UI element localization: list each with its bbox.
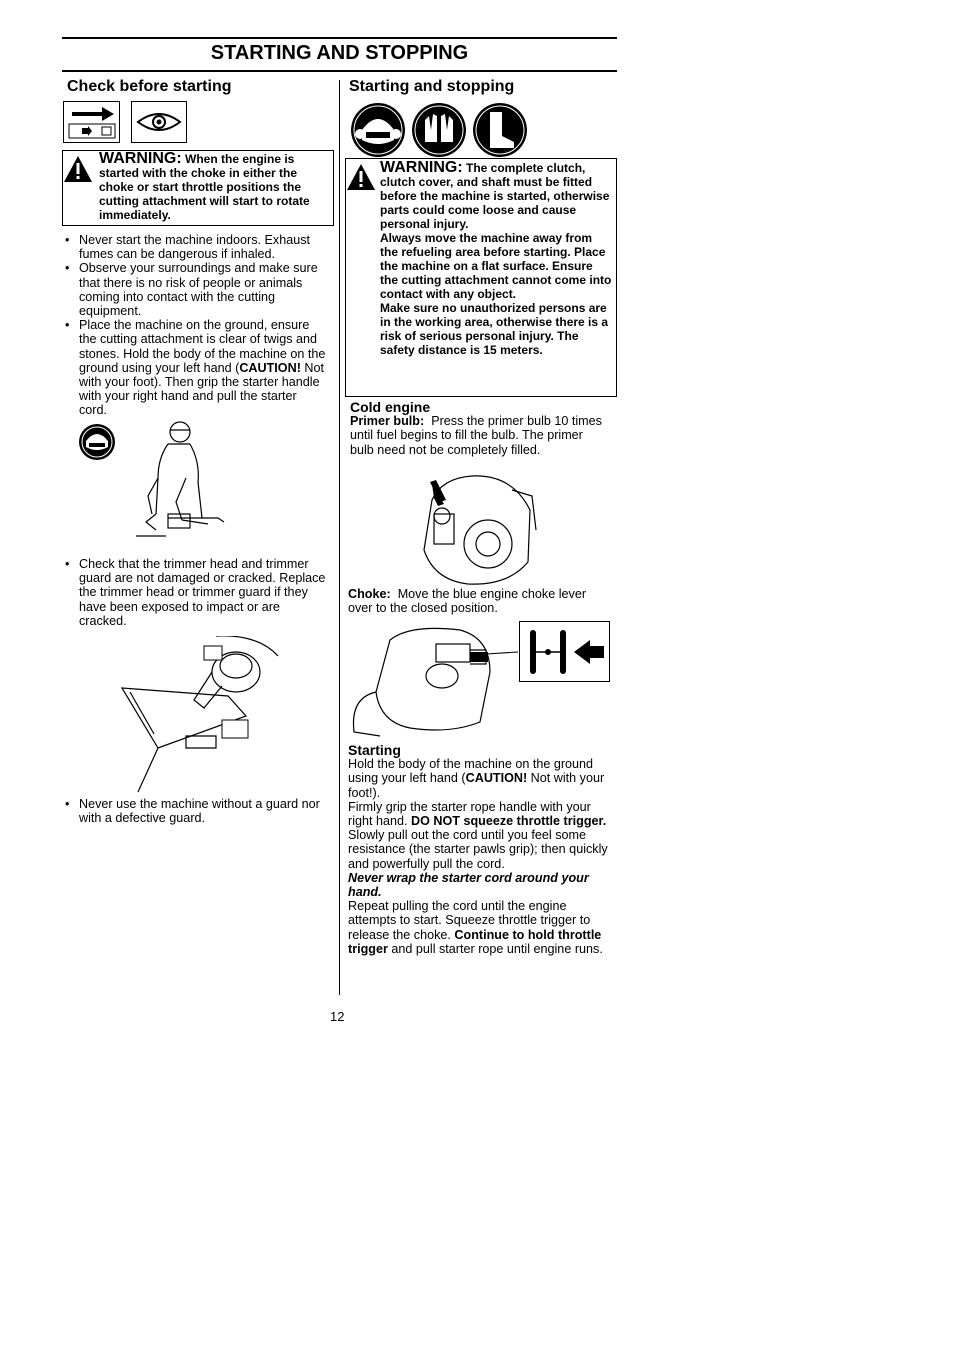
boots-icon <box>472 102 528 158</box>
throttle-warning-bold: DO NOT squeeze throttle trigger. <box>411 814 607 829</box>
page-title: STARTING AND STOPPING <box>210 42 469 64</box>
warning-triangle-icon <box>63 155 93 183</box>
primer-paragraph <box>350 414 606 457</box>
right-heading: Starting and stopping <box>349 78 515 95</box>
starting-text: Firmly grip the starter rope handle with your right hand. <box>348 799 591 829</box>
choke-label: Choke: <box>348 587 391 601</box>
person-starting-illustration <box>128 418 228 540</box>
never-wrap-warning: Never wrap the starter cord around your hand. <box>348 870 589 900</box>
primer-text: Press the primer bulb 10 times until fuel begins to fill the bulb. The primer bulb need not be completely filled. <box>350 414 602 457</box>
bullet-list-1 <box>62 233 328 418</box>
bullet-list-3 <box>62 797 328 825</box>
caution-bold: CAUTION! <box>465 771 528 786</box>
choke-symbol-icon <box>519 621 610 682</box>
engine-primer-illustration <box>412 470 540 590</box>
caution-bold: CAUTION! <box>239 360 301 375</box>
warning-word: WARNING: <box>380 159 463 176</box>
list-item-text: Not with your foot). Then grip the starter handle with your right hand and pull the starter cord. <box>79 360 324 418</box>
starting-paragraph-3 <box>348 871 610 899</box>
primer-label: Primer bulb: <box>350 414 425 429</box>
eye-icon <box>131 101 187 143</box>
warning-triangle-icon <box>346 163 376 191</box>
warning-text: Make sure no unauthorized persons are in the working area, otherwise there is a risk of serious personal injury. The safety distance is 15 meters. <box>380 301 609 357</box>
page-number: 12 <box>330 1009 345 1024</box>
cold-engine-heading: Cold engine <box>350 399 431 415</box>
bullet-list-2 <box>62 557 328 628</box>
continue-hold-bold: Continue to hold throttle trigger <box>348 927 602 956</box>
top-rule <box>62 37 617 39</box>
warning-box-left <box>62 150 334 226</box>
arrow-choke-icon <box>63 101 120 143</box>
choke-lever-illustration <box>350 622 518 740</box>
starting-paragraph-2 <box>348 800 610 871</box>
face-protection-icon <box>350 102 406 158</box>
starting-paragraph-1 <box>348 757 610 800</box>
trimmer-guard-illustration <box>118 636 304 794</box>
starting-text: Not with your foot!). <box>348 771 605 800</box>
face-protection-icon <box>78 423 116 461</box>
list-item: • Check that the trimmer head and trimmer guard are not damaged or cracked. Replace the trimmer head or trimmer guard if they have been exposed to impact or are cracked. <box>62 557 328 628</box>
cold-engine-section <box>350 400 606 457</box>
starting-paragraph-4 <box>348 899 610 956</box>
choke-text: Move the blue engine choke lever over to the closed position. <box>348 587 587 616</box>
starting-text: Repeat pulling the cord until the engine attempts to start. Squeeze throttle trigger to release the choke. <box>348 899 591 942</box>
warning-box-right <box>345 158 617 397</box>
starting-heading: Starting <box>348 742 401 758</box>
list-item: • Never use the machine without a guard nor with a defective guard. <box>62 797 328 825</box>
choke-paragraph <box>348 587 610 615</box>
starting-text: Hold the body of the machine on the ground using your left hand ( <box>348 757 594 786</box>
list-item: • Never start the machine indoors. Exhaust fumes can be dangerous if inhaled. <box>62 233 328 261</box>
gloves-icon <box>411 102 467 158</box>
list-item-text: Place the machine on the ground, ensure the cutting attachment is clear of twigs and stones. Hold the body of the machine on the ground using your left hand ( <box>79 318 326 375</box>
starting-section <box>348 743 610 956</box>
list-item: • Observe your surroundings and make sure that there is no risk of people or animals coming into contact with the cutting equipment. <box>62 261 328 318</box>
warning-text: The complete clutch, clutch cover, and shaft must be fitted before the machine is started, otherwise parts could come loose and cause personal injury. <box>380 161 610 231</box>
warning-word: WARNING: <box>99 150 182 167</box>
warning-text: When the engine is started with the choke in either the choke or start throttle positions the cutting attachment will start to rotate immediately. <box>99 152 310 222</box>
starting-text: Slowly pull out the cord until you feel some resistance (the starter pawls grip); then quickly and powerfully pull the cord. <box>348 828 608 871</box>
title-rule <box>62 70 617 72</box>
starting-text: and pull starter rope until engine runs. <box>387 941 603 956</box>
list-item <box>62 318 328 417</box>
warning-text: Always move the machine away from the refueling area before starting. Place the machine on a flat surface. Ensure the cutting attachment cannot come into contact with any object. <box>380 231 612 301</box>
left-heading: Check before starting <box>67 78 232 95</box>
column-divider <box>339 80 340 995</box>
